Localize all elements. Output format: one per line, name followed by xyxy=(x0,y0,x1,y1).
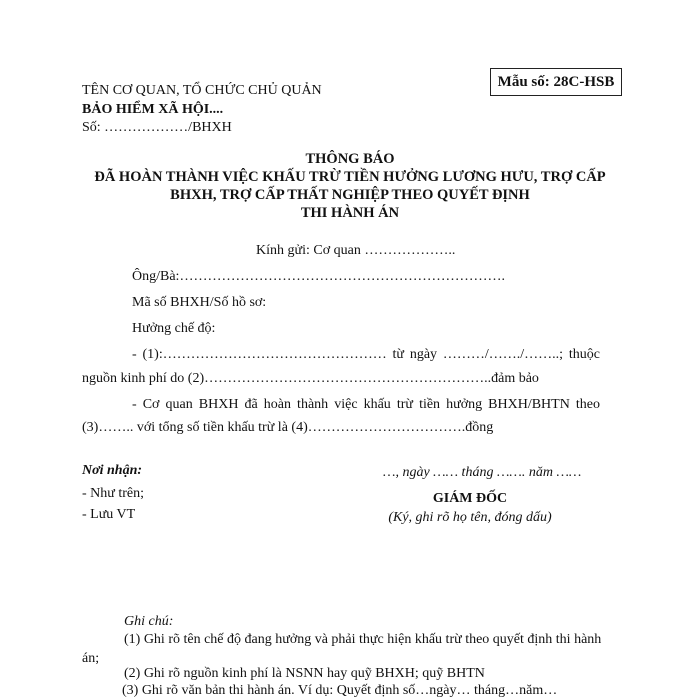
signature-date: …, ngày …… tháng ……. năm …… xyxy=(383,465,582,480)
agency-name: TÊN CƠ QUAN, TỔ CHỨC CHỦ QUẢN xyxy=(82,83,322,98)
recipient-item: - Như trên; xyxy=(82,486,145,501)
title-line-3: BHXH, TRỢ CẤP THẤT NGHIỆP THEO QUYẾT ĐỊNH xyxy=(170,187,530,203)
title-line-2: ĐÃ HOÀN THÀNH VIỆC KHẤU TRỪ TIỀN HƯỞNG LƯƠNG HƯU, TRỢ CẤP xyxy=(94,169,606,185)
notes-heading: Ghi chú: xyxy=(124,614,174,629)
form-code-box: Mẫu số: 28C-HSB xyxy=(490,68,622,96)
item-1-line-1: - (1):………………………………………… từ ngày ………/……./……..; thuộc xyxy=(132,347,600,362)
title-line-4: THI HÀNH ÁN xyxy=(300,205,400,221)
note-3: (3) Ghi rõ văn bản thi hành án. Ví dụ: Quyết định số…ngày… tháng…năm… xyxy=(122,683,558,698)
recipient-line: Kính gửi: Cơ quan ……………….. xyxy=(256,243,456,258)
person-line: Ông/Bà:……………………………………………………………. xyxy=(132,269,505,284)
item-2-line-2: (3)…….. với tổng số tiền khấu trừ là (4)…………………………….đồng xyxy=(82,420,494,435)
note-2: (2) Ghi rõ nguồn kinh phí là NSNN hay quỹ BHXH; quỹ BHTN xyxy=(124,666,485,681)
insurance-number-line: Mã số BHXH/Số hồ sơ: xyxy=(132,295,267,310)
regime-line: Hưởng chế độ: xyxy=(132,321,216,336)
recipients-heading: Nơi nhận: xyxy=(82,463,143,478)
document-number: Số: ………………/BHXH xyxy=(82,120,232,135)
signature-role: GIÁM ĐỐC xyxy=(432,491,508,506)
note-1-line-2: án; xyxy=(82,651,100,666)
item-2-line-1: - Cơ quan BHXH đã hoàn thành việc khấu trừ tiền hưởng BHXH/BHTN theo xyxy=(132,397,600,412)
recipient-item: - Lưu VT xyxy=(82,507,136,522)
item-1-line-2: nguồn kinh phí do (2)……………………………………………………..đảm bảo xyxy=(82,371,539,386)
title-heading: THÔNG BÁO xyxy=(305,151,395,167)
signature-note: (Ký, ghi rõ họ tên, đóng dấu) xyxy=(388,510,552,525)
office-name: BẢO HIỂM XÃ HỘI.... xyxy=(82,102,224,117)
note-1-line-1: (1) Ghi rõ tên chế độ đang hưởng và phải thực hiện khấu trừ theo quyết định thi hành xyxy=(124,632,602,647)
